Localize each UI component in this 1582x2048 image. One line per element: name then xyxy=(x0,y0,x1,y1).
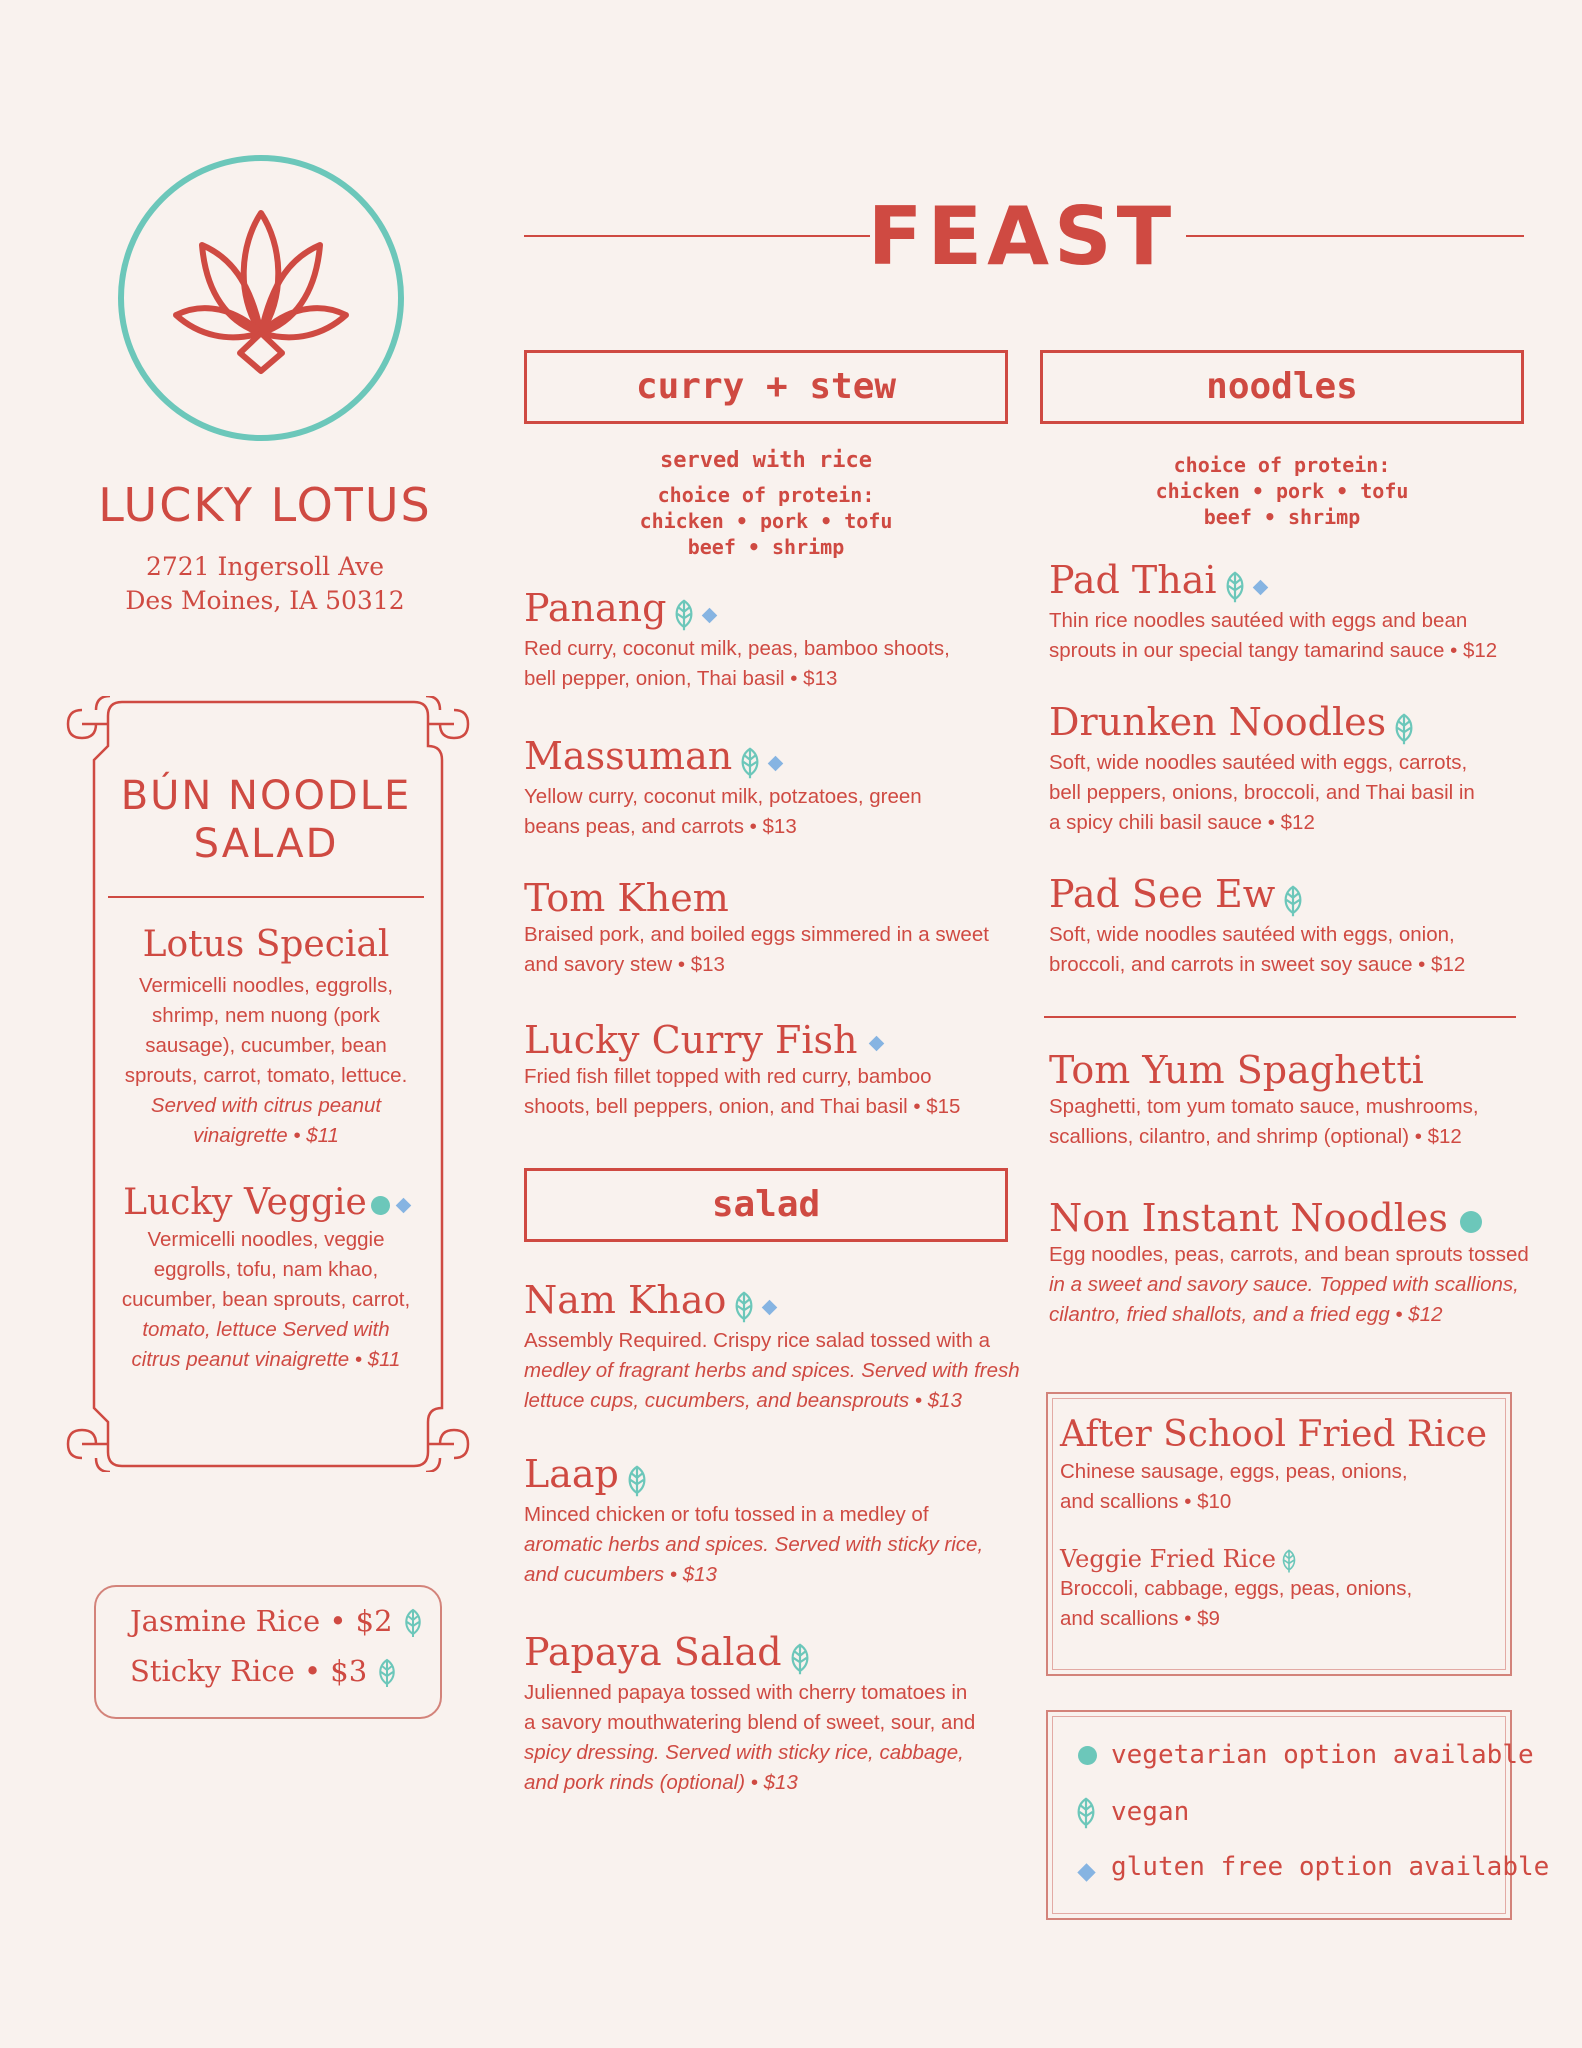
dish-after-school-fried-rice xyxy=(1060,1414,1500,1634)
note-line: chicken • pork • tofu xyxy=(1155,479,1409,503)
dish-name-row xyxy=(100,1182,432,1223)
dish-badges xyxy=(1281,876,1305,920)
dish-description xyxy=(524,634,1024,694)
bun-title-line-2: SALAD xyxy=(193,821,339,867)
desc-line: Soft, wide noodles sautéed with eggs, carrots, xyxy=(1049,750,1468,774)
curry-note xyxy=(524,448,1008,560)
address-line-1: 2721 Ingersoll Ave xyxy=(145,552,385,581)
vegetarian-dot-icon xyxy=(371,1196,390,1215)
desc-line: tomato, lettuce Served with xyxy=(142,1318,390,1341)
desc-line: broccoli, and carrots in sweet soy sauce • $12 xyxy=(1049,952,1466,976)
dish-name-row xyxy=(524,1278,1024,1326)
gluten-free-diamond-icon xyxy=(869,1036,885,1052)
legend-vegetarian-label: vegetarian option available xyxy=(1111,1740,1534,1770)
note-line: beef • shrimp xyxy=(1203,505,1361,529)
dish-name: After School Fried Rice xyxy=(1060,1414,1488,1455)
desc-line: Vermicelli noodles, veggie xyxy=(147,1228,385,1251)
desc-line: Soft, wide noodles sautéed with eggs, onion, xyxy=(1049,922,1455,946)
dish-badges xyxy=(788,1634,812,1678)
desc-line: scallions, cilantro, and shrimp (optional) • $12 xyxy=(1049,1125,1462,1148)
dish-pad-see-ew xyxy=(1049,872,1539,980)
desc-line: Red curry, coconut milk, peas, bamboo shoots, xyxy=(524,636,950,660)
vegan-leaf-icon xyxy=(625,1464,649,1498)
desc-line: sprouts, carrot, tomato, lettuce. xyxy=(124,1064,408,1087)
header-rule-left xyxy=(524,235,870,237)
desc-line: Fried fish fillet topped with red curry, bamboo xyxy=(524,1065,932,1088)
dish-name-row xyxy=(1049,700,1539,748)
desc-line: citrus peanut vinaigrette • $11 xyxy=(131,1348,401,1371)
desc-line: Yellow curry, coconut milk, potzatoes, green xyxy=(524,784,922,808)
bun-item-lotus-special xyxy=(100,924,432,1151)
dish-name: Papaya Salad xyxy=(524,1630,782,1674)
desc-line: Braised pork, and boiled eggs simmered in a sweet xyxy=(524,923,989,946)
dish-name: Panang xyxy=(524,586,667,630)
dish-description xyxy=(524,782,1024,842)
desc-line: a spicy chili basil sauce • $12 xyxy=(1049,810,1315,834)
dish-badges xyxy=(672,590,715,634)
desc-line: lettuce cups, cucumbers, and beansprouts • $13 xyxy=(524,1388,962,1412)
dish-papaya-salad xyxy=(524,1630,1024,1798)
gluten-free-diamond-icon xyxy=(702,607,718,623)
vegan-leaf-icon xyxy=(788,1642,812,1676)
vegan-leaf-icon xyxy=(402,1608,424,1638)
noodles-note xyxy=(1040,452,1524,530)
dish-badges xyxy=(625,1456,649,1500)
divider xyxy=(108,896,424,898)
dish-description xyxy=(524,1062,1024,1122)
dish-description xyxy=(1049,606,1539,666)
dish-badges xyxy=(738,738,781,782)
dish-name-row xyxy=(524,734,1024,782)
gluten-free-diamond-icon xyxy=(768,755,784,771)
dish-name: Lotus Special xyxy=(142,924,390,965)
desc-line: cilantro, fried shallots, and a fried egg • $12 xyxy=(1049,1303,1443,1326)
dish-nam-khao xyxy=(524,1278,1024,1416)
dish-tom-yum-spaghetti xyxy=(1049,1048,1539,1152)
vegan-leaf-icon xyxy=(1074,1796,1098,1830)
jasmine-rice-row xyxy=(130,1604,424,1638)
dish-name: Pad Thai xyxy=(1049,558,1217,602)
desc-line: Chinese sausage, eggs, peas, onions, xyxy=(1060,1460,1408,1483)
desc-line: spicy dressing. Served with sticky rice, cabbage, xyxy=(524,1740,964,1764)
dish-description xyxy=(1049,1240,1549,1330)
desc-line: Broccoli, cabbage, eggs, peas, onions, xyxy=(1060,1576,1413,1600)
vegan-leaf-icon xyxy=(732,1290,756,1324)
lotus-flower-icon xyxy=(168,205,354,401)
dish-description xyxy=(1049,920,1539,980)
desc-line: Vermicelli noodles, eggrolls, xyxy=(138,974,394,997)
dish-description xyxy=(1049,1092,1539,1152)
dish-description xyxy=(524,1500,1024,1590)
dish-name: Non Instant Noodles xyxy=(1049,1196,1448,1240)
note-line: beef • shrimp xyxy=(687,535,845,559)
dish-name-row xyxy=(524,1018,1024,1062)
dish-description xyxy=(100,971,432,1151)
desc-line: medley of fragrant herbs and spices. Served with fresh xyxy=(524,1358,1020,1382)
dish-name-row xyxy=(1049,1196,1549,1240)
dish-name-row xyxy=(524,1630,1024,1678)
note-line: served with rice xyxy=(660,448,872,473)
bun-salad-title xyxy=(100,772,432,868)
desc-line: bell peppers, onions, broccoli, and Thai basil in xyxy=(1049,780,1475,804)
legend-gluten-free-label: gluten free option available xyxy=(1111,1852,1550,1882)
dish-name: Nam Khao xyxy=(524,1278,727,1322)
desc-line: bell pepper, onion, Thai basil • $13 xyxy=(524,666,838,690)
vegetarian-dot-icon xyxy=(1078,1746,1097,1765)
desc-line: Minced chicken or tofu tossed in a medley of xyxy=(524,1502,929,1526)
desc-line: shrimp, nem nuong (pork xyxy=(152,1004,380,1027)
desc-line: beans peas, and carrots • $13 xyxy=(524,814,797,838)
desc-line: vinaigrette • $11 xyxy=(193,1124,339,1147)
header-rule-right xyxy=(1186,235,1524,237)
gluten-free-diamond-icon xyxy=(1077,1864,1095,1882)
vegetarian-dot-icon xyxy=(1460,1211,1482,1233)
vegan-leaf-icon xyxy=(1281,884,1305,918)
dish-description xyxy=(1060,1457,1500,1517)
dish-name-row xyxy=(1060,1545,1500,1574)
dish-description xyxy=(524,1678,1024,1798)
note-line: chicken • pork • tofu xyxy=(639,509,893,533)
bun-title-line-1: BÚN NOODLE xyxy=(120,773,412,819)
note-line: choice of protein: xyxy=(657,483,875,507)
gluten-free-diamond-icon xyxy=(762,1299,778,1315)
dish-name: Tom Khem xyxy=(524,876,729,920)
dish-laap xyxy=(524,1452,1024,1590)
desc-line: Spaghetti, tom yum tomato sauce, mushrooms, xyxy=(1049,1095,1479,1118)
dish-name: Drunken Noodles xyxy=(1049,700,1387,744)
desc-line: Served with citrus peanut xyxy=(150,1094,382,1117)
jasmine-rice-label: Jasmine Rice • $2 xyxy=(130,1604,393,1638)
dish-badges xyxy=(1392,704,1416,748)
desc-line: and savory stew • $13 xyxy=(524,953,725,976)
dish-non-instant-noodles xyxy=(1049,1196,1549,1330)
sticky-rice-row xyxy=(130,1654,398,1688)
dish-drunken-noodles xyxy=(1049,700,1539,838)
dish-name: Tom Yum Spaghetti xyxy=(1049,1048,1424,1092)
bun-item-lucky-veggie xyxy=(100,1182,432,1375)
vegan-leaf-icon xyxy=(1392,712,1416,746)
dish-name-row xyxy=(524,1452,1024,1500)
gluten-free-diamond-icon xyxy=(396,1197,412,1213)
dish-description xyxy=(1049,748,1539,838)
desc-line: in a sweet and savory sauce. Topped with scallions, xyxy=(1049,1273,1519,1296)
desc-line: cucumber, bean sprouts, carrot, xyxy=(121,1288,411,1311)
desc-line: Egg noodles, peas, carrots, and bean sprouts tossed xyxy=(1049,1243,1529,1266)
dish-description xyxy=(524,1326,1024,1416)
dish-panang xyxy=(524,586,1024,694)
dish-pad-thai xyxy=(1049,558,1539,666)
vegan-leaf-icon xyxy=(672,598,696,632)
vegan-leaf-icon xyxy=(376,1658,398,1688)
desc-line: and cucumbers • $13 xyxy=(524,1562,717,1586)
dish-name: Lucky Curry Fish xyxy=(524,1018,858,1062)
desc-line: Assembly Required. Crispy rice salad tossed with a xyxy=(524,1328,990,1352)
dish-name-row xyxy=(1049,872,1539,920)
vegan-leaf-icon xyxy=(1280,1548,1298,1574)
dish-name-row xyxy=(524,586,1024,634)
desc-line: and scallions • $10 xyxy=(1060,1490,1232,1513)
desc-line: a savory mouthwatering blend of sweet, sour, and xyxy=(524,1710,976,1734)
desc-line: Julienned papaya tossed with cherry tomatoes in xyxy=(524,1680,968,1704)
dish-badges xyxy=(732,1282,775,1326)
desc-line: Thin rice noodles sautéed with eggs and bean xyxy=(1049,608,1468,632)
section-header-noodles: noodles xyxy=(1040,350,1524,424)
divider xyxy=(1044,1016,1516,1018)
dish-description xyxy=(1060,1574,1500,1634)
section-header-curry-stew: curry + stew xyxy=(524,350,1008,424)
dish-tom-khem xyxy=(524,876,1024,980)
dish-lucky-curry-fish xyxy=(524,1018,1024,1122)
legend-vegetarian-row xyxy=(1078,1746,1097,1765)
dish-name: Pad See Ew xyxy=(1049,872,1276,916)
gluten-free-diamond-icon xyxy=(1252,579,1268,595)
dish-name: Massuman xyxy=(524,734,733,778)
legend-gluten-free-row xyxy=(1080,1864,1093,1882)
desc-line: aromatic herbs and spices. Served with sticky rice, xyxy=(524,1532,984,1556)
desc-line: shoots, bell peppers, onion, and Thai basil • $15 xyxy=(524,1095,961,1118)
vegan-leaf-icon xyxy=(738,746,762,780)
dish-description xyxy=(100,1225,432,1375)
dish-massuman xyxy=(524,734,1024,842)
desc-line: sausage), cucumber, bean xyxy=(145,1034,387,1057)
feast-title: FEAST xyxy=(867,190,1177,283)
desc-line: and scallions • $9 xyxy=(1060,1606,1220,1630)
dish-name-row xyxy=(1049,558,1539,606)
desc-line: and pork rinds (optional) • $13 xyxy=(524,1770,798,1794)
dish-badges xyxy=(1223,562,1266,606)
restaurant-name: LUCKY LOTUS xyxy=(98,478,432,532)
legend-vegan-label: vegan xyxy=(1111,1797,1190,1827)
dish-name: Laap xyxy=(524,1452,619,1496)
note-line: choice of protein: xyxy=(1173,453,1391,477)
sticky-rice-label: Sticky Rice • $3 xyxy=(130,1654,368,1688)
dish-name: Veggie Fried Rice xyxy=(1060,1545,1276,1573)
vegan-leaf-icon xyxy=(1223,570,1247,604)
section-header-salad: salad xyxy=(524,1168,1008,1242)
dish-name: Lucky Veggie xyxy=(123,1182,367,1223)
desc-line: sprouts in our special tangy tamarind sauce • $12 xyxy=(1049,638,1498,662)
dish-description xyxy=(524,920,1024,980)
desc-line: eggrolls, tofu, nam khao, xyxy=(153,1258,379,1281)
address-line-2: Des Moines, IA 50312 xyxy=(125,586,405,615)
